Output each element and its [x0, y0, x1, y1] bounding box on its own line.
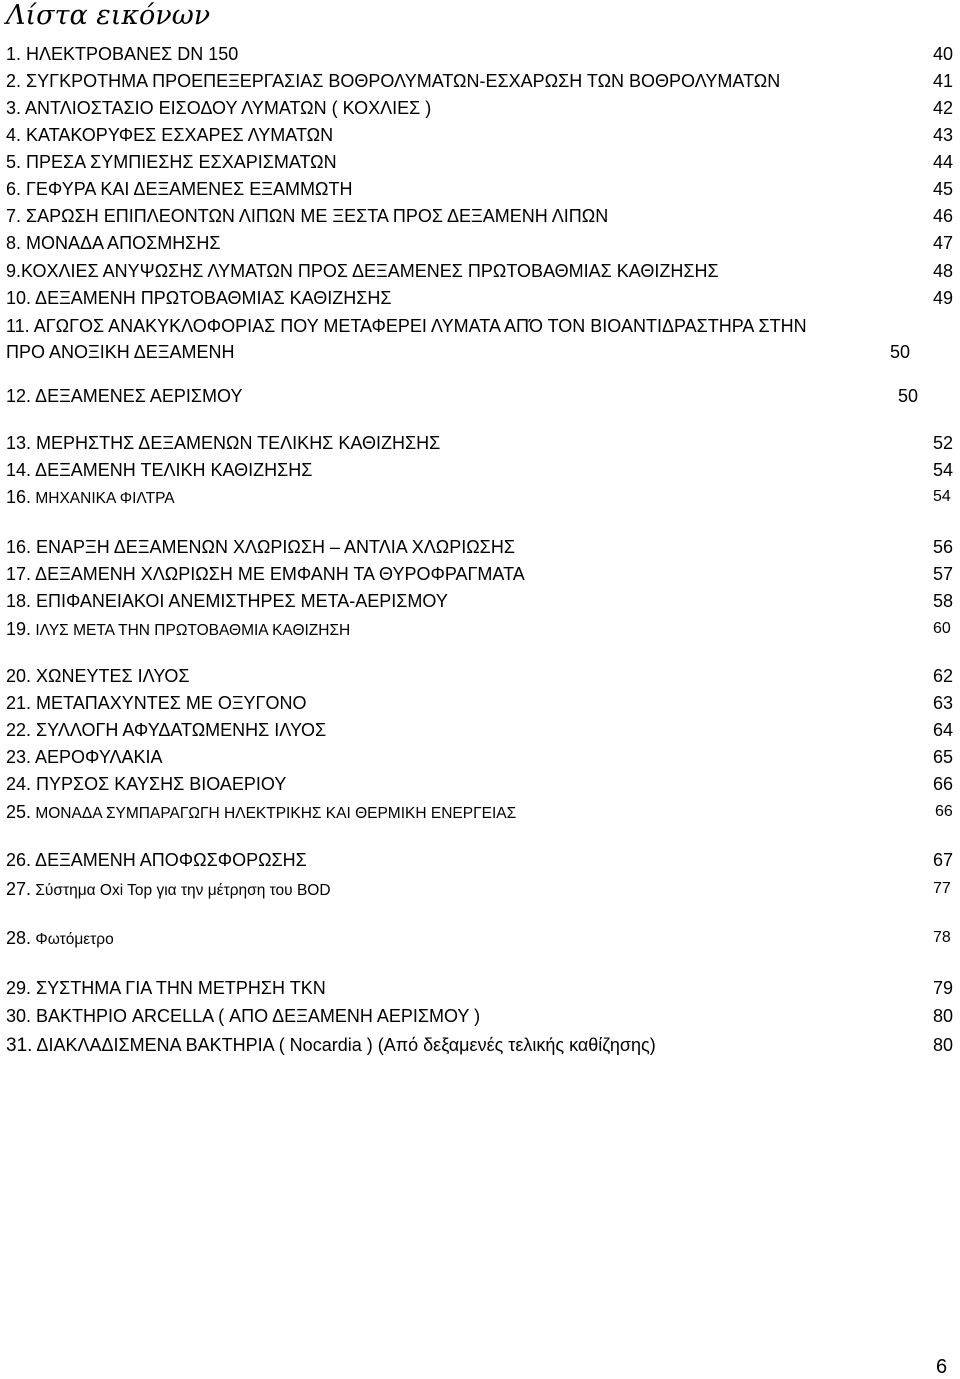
figure-number: 2.: [6, 71, 22, 91]
figure-title-continued: ΠΡΟ ΑΝΟΞΙΚΗ ΔΕΞΑΜΕΝΗ: [6, 342, 235, 362]
figure-title: ΓΕΦΥΡΑ ΚΑΙ ΔΕΞΑΜΕΝΕΣ ΕΞΑΜΜΩΤΗ: [21, 179, 353, 199]
figure-entry[interactable]: [6, 536, 515, 558]
figure-entry[interactable]: [6, 232, 220, 254]
figure-page-number: 41: [933, 71, 954, 91]
figure-number: 9.: [6, 261, 22, 281]
figure-entry[interactable]: [6, 287, 392, 309]
figure-number: 4.: [6, 125, 22, 145]
figure-title: ΔΕΞΑΜΕΝΗ ΑΠΟΦΩΣΦΟΡΩΣΗΣ: [31, 850, 307, 870]
figure-entry[interactable]: [6, 801, 516, 825]
figure-number: 22.: [6, 720, 32, 740]
figure-title: ΚΟΧΛΙΕΣ ΑΝΥΨΩΣΗΣ ΛΥΜΑΤΩΝ ΠΡΟΣ ΔΕΞΑΜΕΝΕΣ ΠΡΩΤΟΒΑΘΜΙΑΣ ΚΑΘΙΖΗΣΗΣ: [21, 261, 719, 281]
figure-page-number: 54: [933, 488, 951, 505]
figure-number: 16.: [6, 487, 32, 507]
figure-page-number: 54: [933, 460, 954, 480]
figure-entry[interactable]: [6, 43, 238, 65]
figure-title: Φωτόμετρο: [31, 931, 114, 948]
figure-entry[interactable]: [6, 432, 440, 454]
figure-entry[interactable]: [6, 665, 189, 687]
figure-page-number: 52: [933, 433, 954, 453]
figure-number: 31.: [6, 1035, 33, 1056]
figure-page-number: 44: [933, 152, 954, 172]
figure-page-number: 46: [933, 206, 954, 226]
figure-title: ΠΥΡΣΟΣ ΚΑΥΣΗΣ ΒΙΟΑΕΡΙΟΥ: [31, 774, 287, 794]
figure-title: ΔΕΞΑΜΕΝΗ ΠΡΩΤΟΒΑΘΜΙΑΣ ΚΑΘΙΖΗΣΗΣ: [31, 288, 392, 308]
figure-entry[interactable]: [6, 773, 286, 795]
figure-title: ΜΕΡΗΣΤΗΣ ΔΕΞΑΜΕΝΩΝ ΤΕΛΙΚΗΣ ΚΑΘΙΖΗΣΗΣ: [31, 433, 441, 453]
figure-page-number: 65: [933, 747, 954, 767]
figure-title: ΔΕΞΑΜΕΝΗ ΧΛΩΡΙΩΣΗ ΜΕ ΕΜΦΑΝΗ ΤΑ ΘΥΡΟΦΡΑΓΜΑΤΑ: [31, 564, 525, 584]
figure-page-number: 47: [933, 233, 954, 253]
figure-title: ΠΡΕΣΑ ΣΥΜΠΙΕΣΗΣ ΕΣΧΑΡΙΣΜΑΤΩΝ: [21, 152, 337, 172]
figure-entry[interactable]: [6, 315, 807, 337]
figure-number: 24.: [6, 774, 32, 794]
figure-number: 3.: [6, 98, 22, 118]
figure-number: 1.: [6, 44, 22, 64]
figure-number: 27.: [6, 879, 32, 899]
figure-entry[interactable]: [6, 590, 448, 612]
figure-page-number: 66: [933, 774, 954, 794]
figure-number: 23.: [6, 747, 32, 767]
figure-number: 14.: [6, 460, 32, 480]
figure-page-number: 77: [933, 880, 951, 897]
figure-title: ΗΛΕΚΤΡΟΒΑΝΕΣ DN 150: [21, 44, 239, 64]
figure-title: ΑΝΤΛΙΟΣΤΑΣΙΟ ΕΙΣΟΔΟΥ ΛΥΜΑΤΩΝ ( ΚΟΧΛΙΕΣ ): [21, 98, 432, 118]
figure-title: ΣΑΡΩΣΗ ΕΠΙΠΛΕΟΝΤΩΝ ΛΙΠΩΝ ΜΕ ΞΕΣΤΑ ΠΡΟΣ ΔΕΞΑΜΕΝΗ ΛΙΠΩΝ: [21, 206, 609, 226]
figure-number: 28.: [6, 928, 32, 948]
figure-entry[interactable]: [6, 459, 312, 481]
figure-page-number: 58: [933, 591, 954, 611]
figure-number: 21.: [6, 693, 32, 713]
figure-number: 6.: [6, 179, 22, 199]
figure-page-number: 43: [933, 125, 954, 145]
figure-page-number: 62: [933, 666, 954, 686]
figure-entry[interactable]: [6, 124, 333, 146]
figure-page-number: 50: [890, 342, 911, 362]
figure-title: ΔΕΞΑΜΕΝΕΣ ΑΕΡΙΣΜΟΥ: [31, 386, 243, 406]
figure-page-number: 64: [933, 720, 954, 740]
figure-entry[interactable]: [6, 618, 350, 642]
figure-entry[interactable]: [6, 1034, 656, 1057]
figure-number: 30.: [6, 1006, 32, 1026]
figure-number: 29.: [6, 978, 32, 998]
figure-title: ΒΑΚΤΗΡΙΟ ARCELLA ( ΑΠΟ ΔΕΞΑΜΕΝΗ ΑΕΡΙΣΜΟΥ ): [31, 1006, 481, 1026]
figure-entry[interactable]: [6, 719, 326, 741]
figure-entry[interactable]: [6, 178, 352, 200]
figure-entry[interactable]: [6, 260, 719, 282]
figure-entry[interactable]: [6, 977, 326, 999]
figure-number: 25.: [6, 802, 32, 822]
figure-title: ΚΑΤΑΚΟΡΥΦΕΣ ΕΣΧΑΡΕΣ ΛΥΜΑΤΩΝ: [21, 125, 334, 145]
figure-title: Σύστημα Oxi Top για την μέτρηση του BOD: [31, 882, 331, 899]
figure-number: 16.: [6, 537, 32, 557]
figure-number: 7.: [6, 206, 22, 226]
figure-number: 10.: [6, 288, 32, 308]
figure-page-number: 67: [933, 850, 954, 870]
figure-page-number: 50: [898, 386, 919, 406]
figure-title: ΧΩΝΕΥΤΕΣ ΙΛΥΟΣ: [31, 666, 190, 686]
figure-entry[interactable]: [6, 849, 307, 871]
figure-entry[interactable]: [6, 746, 163, 768]
figure-page-number: 66: [935, 803, 953, 820]
figure-entry[interactable]: [6, 1005, 480, 1027]
figure-number: 19.: [6, 619, 32, 639]
figure-page-number: 79: [933, 978, 954, 998]
page-title: Λίστα εικόνων: [6, 0, 211, 31]
figure-entry[interactable]: [6, 927, 114, 951]
figure-title: ΜΕΤΑΠΑΧΥΝΤΕΣ ΜΕ ΟΞΥΓΟΝΟ: [31, 693, 307, 713]
figure-page-number: 63: [933, 693, 954, 713]
figure-title: ΕΠΙΦΑΝΕΙΑΚΟΙ ΑΝΕΜΙΣΤΗΡΕΣ ΜΕΤΑ-ΑΕΡΙΣΜΟΥ: [31, 591, 448, 611]
figure-title: ΣΥΛΛΟΓΗ ΑΦΥΔΑΤΩΜΕΝΗΣ ΙΛΥΟΣ: [31, 720, 327, 740]
figure-page-number: 48: [933, 261, 954, 281]
figure-number: 12.: [6, 386, 32, 406]
figure-entry[interactable]: [6, 486, 175, 510]
figure-title: ΜΟΝΑΔΑ ΣΥΜΠΑΡΑΓΩΓΗ ΗΛΕΚΤΡΙΚΗΣ ΚΑΙ ΘΕΡΜΙΚΗ ΕΝΕΡΓΕΙΑΣ: [31, 805, 517, 822]
figure-number: 13.: [6, 433, 32, 453]
figure-number: 11.: [6, 316, 30, 336]
figure-page-number: 80: [933, 1035, 954, 1055]
figure-entry[interactable]: [6, 692, 306, 714]
figure-page-number: 57: [933, 564, 954, 584]
figure-title: ΣΥΓΚΡΟΤΗΜΑ ΠΡΟΕΠΕΞΕΡΓΑΣΙΑΣ ΒΟΘΡΟΛΥΜΑΤΩΝ-ΕΣΧΑΡΩΣΗ ΤΩΝ ΒΟΘΡΟΛΥΜΑΤΩΝ: [21, 71, 781, 91]
figure-entry[interactable]: [6, 205, 608, 227]
figure-number: 20.: [6, 666, 32, 686]
figure-number: 18.: [6, 591, 32, 611]
figure-entry[interactable]: [6, 97, 431, 119]
figure-page-number: 45: [933, 179, 954, 199]
figure-number: 26.: [6, 850, 32, 870]
figure-page-number: 60: [933, 620, 951, 637]
figure-entry[interactable]: [6, 563, 525, 585]
figure-title: ΣΥΣΤΗΜΑ ΓΙΑ ΤΗΝ ΜΕΤΡΗΣΗ ΤΚΝ: [31, 978, 326, 998]
figure-title: ΜΗΧΑΝΙΚΑ ΦΙΛΤΡΑ: [31, 490, 175, 507]
figure-title: ΑΕΡΟΦΥΛΑΚΙΑ: [31, 747, 163, 767]
page-number: 6: [936, 1356, 948, 1378]
figure-number: 5.: [6, 152, 22, 172]
figure-title: ΔΕΞΑΜΕΝΗ ΤΕΛΙΚΗ ΚΑΘΙΖΗΣΗΣ: [31, 460, 313, 480]
figure-page-number: 80: [933, 1006, 954, 1026]
figure-number: 17.: [6, 564, 32, 584]
figure-entry[interactable]: [6, 151, 337, 173]
figure-title: ΕΝΑΡΞΗ ΔΕΞΑΜΕΝΩΝ ΧΛΩΡΙΩΣΗ – ΑΝΤΛΙΑ ΧΛΩΡΙΩΣΗΣ: [31, 537, 515, 557]
figure-title: ΑΓΩΓΟΣ ΑΝΑΚΥΚΛΟΦΟΡΙΑΣ ΠΟΥ ΜΕΤΑΦΕΡΕΙ ΛΥΜΑΤΑ ΑΠΌ ΤΟΝ ΒΙΟΑΝΤΙΔΡΑΣΤΗΡΑ ΣΤΗΝ: [29, 316, 807, 336]
figure-title: ΙΛΥΣ ΜΕΤΑ ΤΗΝ ΠΡΩΤΟΒΑΘΜΙΑ ΚΑΘΙΖΗΣΗ: [31, 622, 351, 639]
figure-entry[interactable]: [6, 385, 242, 407]
figure-page-number: 40: [933, 44, 954, 64]
figure-number: 8.: [6, 233, 22, 253]
figure-entry[interactable]: [6, 70, 780, 92]
figure-title: ΜΟΝΑΔΑ ΑΠΟΣΜΗΣΗΣ: [21, 233, 221, 253]
figure-page-number: 42: [933, 98, 954, 118]
figure-title: ΔΙΑΚΛΑΔΙΣΜΕΝΑ ΒΑΚΤΗΡΙΑ ( Nocardia ) (Από δεξαμενές τελικής καθίζησης): [32, 1035, 656, 1055]
figure-page-number: 78: [933, 929, 951, 946]
figure-page-number: 56: [933, 537, 954, 557]
figure-page-number: 49: [933, 288, 954, 308]
figure-entry[interactable]: [6, 878, 331, 902]
